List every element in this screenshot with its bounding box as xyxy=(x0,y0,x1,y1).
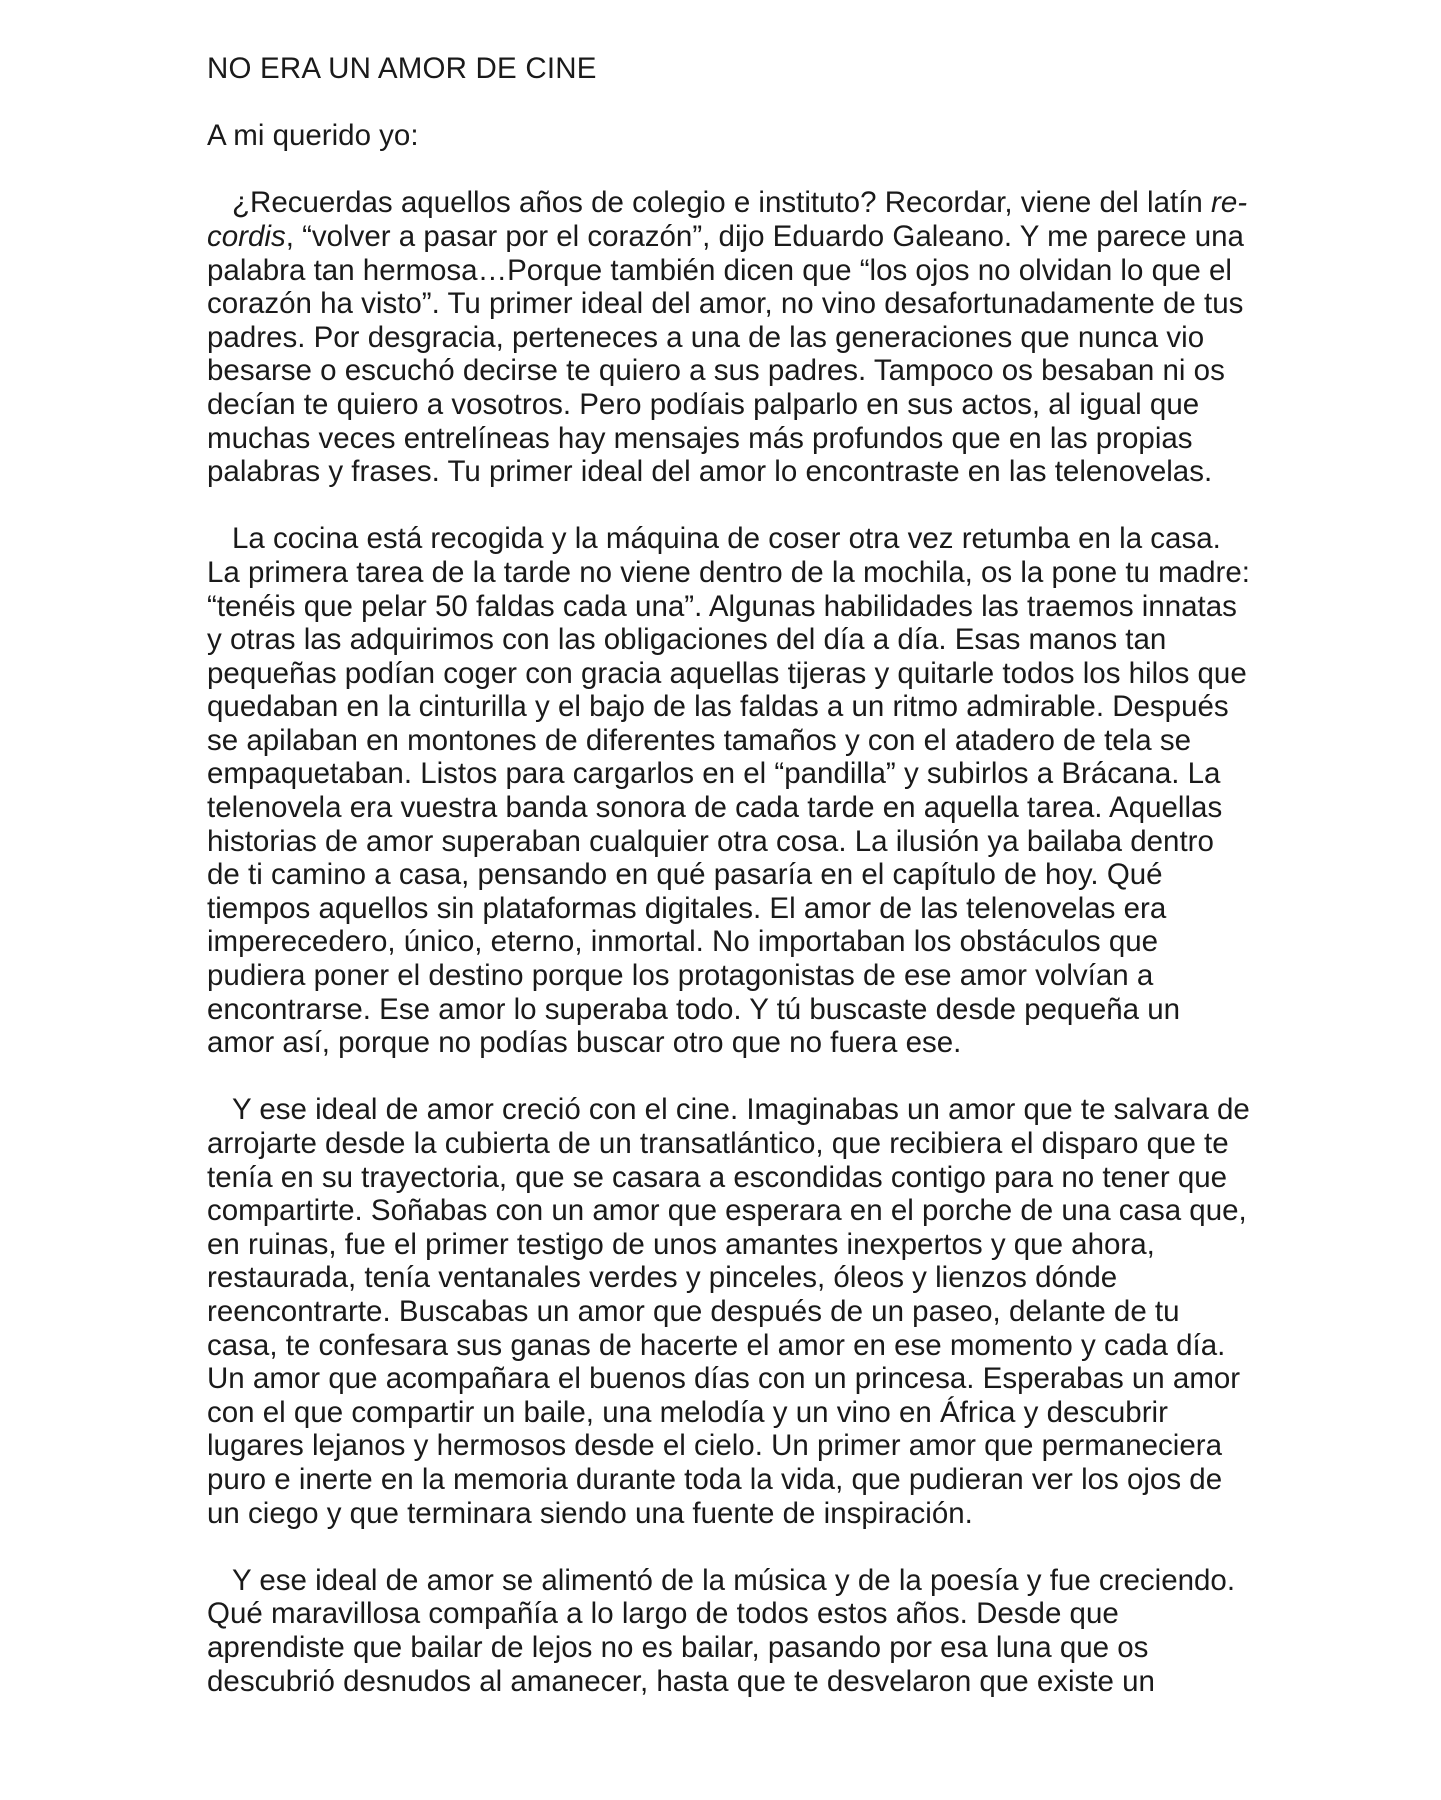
text-line: La primera tarea de la tarde no viene dentro de la mochila, os la pone tu madre: xyxy=(207,555,1250,589)
document-title: NO ERA UN AMOR DE CINE xyxy=(207,52,597,85)
text-line: tenía en su trayectoria, que se casara a escondidas contigo para no tener que xyxy=(207,1160,1228,1194)
text-line: padres. Por desgracia, perteneces a una de las generaciones que nunca vio xyxy=(207,320,1205,354)
text-line: telenovela era vuestra banda sonora de cada tarde en aquella tarea. Aquellas xyxy=(207,791,1223,825)
text-line: se apilaban en montones de diferentes tamaños y con el atadero de tela se xyxy=(207,723,1191,757)
text-line: muchas veces entrelíneas hay mensajes más profundos que en las propias xyxy=(207,421,1193,455)
text-line: besarse o escuchó decirse te quiero a sus padres. Tampoco os besaban ni os xyxy=(207,354,1225,388)
text-line: lugares lejanos y hermosos desde el cielo. Un primer amor que permaneciera xyxy=(207,1429,1222,1463)
latin-term: re- xyxy=(1211,186,1248,220)
text-line: descubrió desnudos al amanecer, hasta que te desvelaron que existe un xyxy=(207,1664,1155,1698)
text-line: decían te quiero a vosotros. Pero podíais palparlo en sus actos, al igual que xyxy=(207,387,1200,421)
text-line: imperecedero, único, eterno, inmortal. No importaban los obstáculos que xyxy=(207,925,1159,959)
text-line: aprendiste que bailar de lejos no es bailar, pasando por esa luna que os xyxy=(207,1630,1149,1664)
text-line: corazón ha visto”. Tu primer ideal del amor, no vino desafortunadamente de tus xyxy=(207,287,1244,321)
text-line: palabras y frases. Tu primer ideal del amor lo encontraste en las telenovelas. xyxy=(207,455,1213,489)
text-line: de ti camino a casa, pensando en qué pasaría en el capítulo de hoy. Qué xyxy=(207,858,1163,892)
text-line: arrojarte desde la cubierta de un transatlántico, que recibiera el disparo que te xyxy=(207,1127,1229,1160)
text-line: empaquetaban. Listos para cargarlos en el “pandilla” y subirlos a Brácana. La xyxy=(207,757,1221,791)
text-line: puro e inerte en la memoria durante toda la vida, que pudieran ver los ojos de xyxy=(207,1462,1223,1496)
latin-term: cordis xyxy=(207,219,286,253)
paragraphs xyxy=(207,186,1250,1698)
text-line: “tenéis que pelar 50 faldas cada una”. Algunas habilidades las traemos innatas xyxy=(207,589,1237,623)
text-line: compartirte. Soñabas con un amor que esperara en el porche de una casa que, xyxy=(207,1194,1247,1228)
paragraph xyxy=(207,522,1250,1060)
text-line: Qué maravillosa compañía a lo largo de todos estos años. Desde que xyxy=(207,1597,1119,1631)
letter-body xyxy=(207,52,1250,1698)
paragraph xyxy=(207,1093,1250,1530)
text-line: La cocina está recogida y la máquina de coser otra vez retumba en la casa. xyxy=(232,522,1221,556)
text-line: tiempos aquellos sin plataformas digitales. El amor de las telenovelas era xyxy=(207,891,1167,925)
text-line: pudiera poner el destino porque los protagonistas de ese amor volvían a xyxy=(207,959,1154,993)
salutation: A mi querido yo: xyxy=(207,119,419,153)
paragraph xyxy=(207,186,1247,488)
text-line: y otras las adquirimos con las obligaciones del día a día. Esas manos tan xyxy=(207,623,1167,657)
paragraph xyxy=(207,1564,1247,1698)
text-line: pequeñas podían coger con gracia aquellas tijeras y quitarle todos los hilos que xyxy=(207,656,1247,690)
text-line: cordis, “volver a pasar por el corazón”, dijo Eduardo Galeano. Y me parece una xyxy=(207,219,1244,253)
text-line: Y ese ideal de amor creció con el cine. Imaginabas un amor que te salvara de xyxy=(232,1093,1250,1127)
text-line: Y ese ideal de amor se alimentó de la música y de la poesía y fue creciendo. xyxy=(232,1563,1236,1597)
text-line: reencontrarte. Buscabas un amor que después de un paseo, delante de tu xyxy=(207,1294,1180,1328)
text-line: Un amor que acompañara el buenos días con un princesa. Esperabas un amor xyxy=(207,1362,1241,1396)
text-line: palabra tan hermosa…Porque también dicen que “los ojos no olvidan lo que el xyxy=(207,253,1232,287)
text-line: amor así, porque no podías buscar otro que no fuera ese. xyxy=(207,1026,962,1060)
text-line: en ruinas, fue el primer testigo de unos amantes inexpertos y que ahora, xyxy=(207,1227,1155,1261)
text-line: restaurada, tenía ventanales verdes y pinceles, óleos y lienzos dónde xyxy=(207,1261,1118,1295)
text-line: encontrarse. Ese amor lo superaba todo. Y tú buscaste desde pequeña un xyxy=(207,992,1181,1026)
text-line: un ciego y que terminara siendo una fuente de inspiración. xyxy=(207,1496,973,1530)
text-line: con el que compartir un baile, una melodía y un vino en África y descubrir xyxy=(207,1395,1168,1429)
text-line: ¿Recuerdas aquellos años de colegio e instituto? Recordar, viene del latín re- xyxy=(232,186,1248,220)
text-line: casa, te confesara sus ganas de hacerte el amor en ese momento y cada día. xyxy=(207,1328,1226,1362)
text-line: quedaban en la cinturilla y el bajo de las faldas a un ritmo admirable. Después xyxy=(207,690,1229,724)
text-line: historias de amor superaban cualquier otra cosa. La ilusión ya bailaba dentro xyxy=(207,824,1214,858)
